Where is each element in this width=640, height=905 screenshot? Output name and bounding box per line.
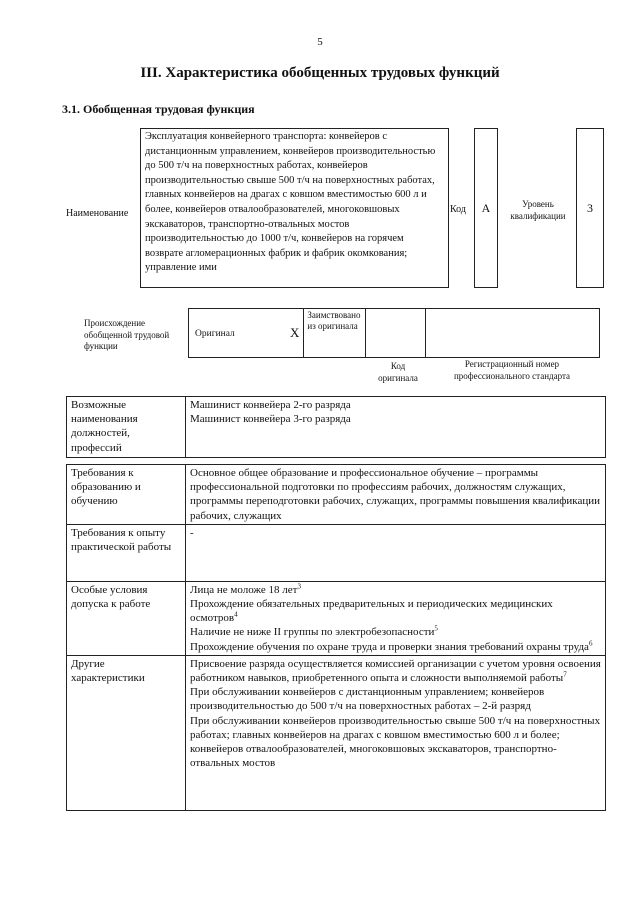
section-title: III. Характеристика обобщенных трудовых функций [140, 65, 500, 81]
list-item: Лица не моложе 18 лет$^3$ [190, 582, 301, 596]
positions-label: Возможные наименования должностей, профессий [67, 397, 186, 458]
list-item: Прохождение обязательных предварительных и периодических медицинских осмотров$^4$ [190, 598, 553, 625]
level-value: 3 [576, 128, 604, 288]
reg-caption: Регистрационный номер профессионального стандарта [453, 359, 571, 381]
list-item: Машинист конвейера 2-го разряда [190, 399, 351, 411]
other-label: Другие характеристики [67, 655, 186, 810]
table-row [67, 465, 606, 525]
experience-value: - [186, 524, 606, 581]
experience-label: Требования к опыту практической работы [67, 524, 186, 581]
code-label: Код [450, 204, 466, 215]
list-item: При обслуживании конвейеров с дистанционным управлением; конвейеров производительностью до 500 т/ч на поверхностных работах – 2-й разряд [190, 686, 545, 713]
table-row [67, 397, 606, 458]
code-value: A [474, 128, 498, 288]
name-label: Наименование [66, 208, 129, 219]
level-label: Уровень квалификации [510, 199, 566, 221]
original-mark: X [290, 325, 300, 340]
subsection-title: 3.1. Обобщенная трудовая функция [62, 102, 255, 116]
original-label: Оригинал [195, 329, 235, 339]
origin-code-cell [366, 309, 426, 357]
code-caption: Код оригинала [378, 361, 418, 383]
function-name-box: Эксплуатация конвейерного транспорта: конвейеров с дистанционным управлением, конвейеров производительностью до 500 т/ч на поверхностных работах, конвейеров производительностью свыше 500 т/ч на поверхностных работах, главных конвейеров на драгах с ковшом вместимостью 600 л и более, конвейеров отвалообразователей, многоковшовых экскаваторов, транспортно-отвальных мостов производительностью до 1000 т/ч, конвейеров на горячем возврате агломерационных фабрик и фабрик окомкования; управление ими [140, 128, 449, 288]
page-number: 5 [317, 36, 323, 48]
origin-reg-cell [426, 309, 599, 357]
positions-values [186, 397, 606, 458]
education-label: Требования к образованию и обучению [67, 465, 186, 525]
education-value: Основное общее образование и профессиональное обучение – программы профессиональной подготовки по профессиям рабочих, должностям служащих, программы переподготовки рабочих, служащих, программы повышения квалификации рабочих, служащих [186, 465, 606, 525]
origin-table [188, 308, 600, 358]
list-item: Машинист конвейера 3-го разряда [190, 413, 351, 426]
other-value [186, 655, 606, 810]
special-conditions-value [186, 581, 606, 655]
origin-original-cell [189, 309, 304, 357]
list-item: При обслуживании конвейеров производительностью свыше 500 т/ч на поверхностных работах; главных конвейеров на драгах с ковшом вместимостью 600 л и более; конвейеров отвалообразователей, многоковшовых экскаваторов, транспортно-отвальных мостов [190, 714, 601, 770]
requirements-table [66, 464, 606, 811]
table-row [67, 655, 606, 810]
special-conditions-label: Особые условия допуска к работе [67, 581, 186, 655]
list-item: Наличие не ниже II группы по электробезопасности$^5$ [190, 624, 438, 639]
list-item: Прохождение обучения по охране труда и проверки знания требований охраны труда$^6$ [190, 638, 593, 653]
borrowed-label: Заимствовано из оригинала [304, 309, 366, 357]
table-row [67, 524, 606, 581]
positions-table [66, 396, 606, 458]
list-item: Присвоение разряда осуществляется комиссией организации с учетом уровня освоения работником навыков, приобретенного опыта и сложности выполняемой работы$^7$ [190, 657, 601, 685]
origin-label: Происхождение обобщенной трудовой функции [84, 318, 170, 351]
table-row [67, 581, 606, 655]
